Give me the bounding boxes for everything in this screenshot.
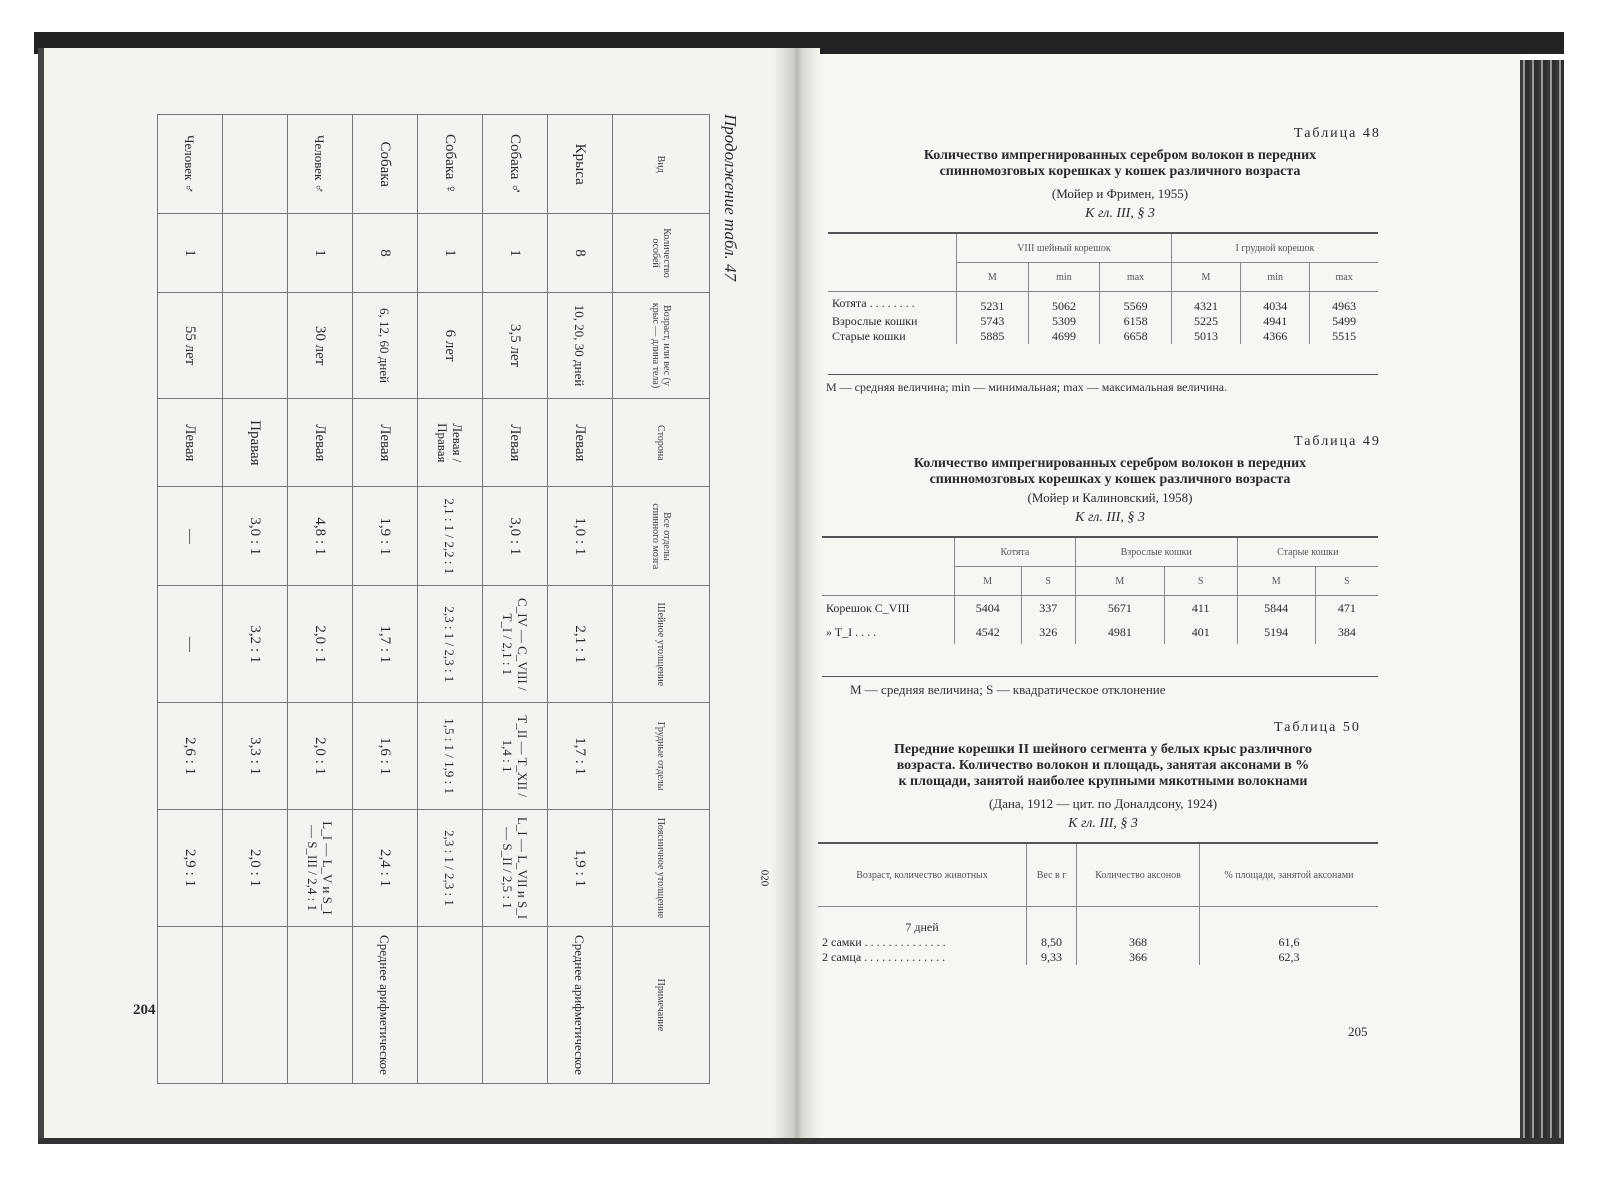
table-50-title-line-3: к площади, занятой наиболее крупными мякотными волокнами	[898, 774, 1308, 789]
table-47-cell-thoracic: 3,3 : 1	[223, 703, 288, 810]
table-47-cell-age: 3,5 лет	[483, 292, 548, 399]
table-47-cell-note	[483, 926, 548, 1083]
table-47-cell-all: 3,0 : 1	[223, 487, 288, 586]
table-48-source: (Мойер и Фримен, 1955)	[1051, 186, 1189, 201]
table-47-cell-thoracic: 2,0 : 1	[288, 703, 353, 810]
table-49-source: (Мойер и Калиновский, 1958)	[1027, 490, 1193, 505]
table-48-note: M — средняя величина; min — минимальная; max — максимальная величина.	[826, 380, 1228, 394]
table-49-col-header: S	[1315, 567, 1378, 596]
table-47-cell-lumbar: 1,9 : 1	[548, 810, 613, 927]
page-number-left: 204	[133, 1002, 156, 1018]
table-50-title-line-2: возраста. Количество волокон и площадь, занятая аксонами в %	[896, 758, 1310, 773]
table-49-cell: 5844	[1237, 596, 1315, 621]
table-48-cell: 5231	[957, 292, 1029, 315]
table-49-title-line-1: Количество импрегнированных серебром волокон в передних	[913, 456, 1307, 471]
table-47-cell-side: Левая	[353, 399, 418, 487]
table-row	[822, 596, 1378, 621]
table-48-stub-head	[828, 234, 957, 292]
table-47-header: Поясничное утолщение	[613, 810, 710, 927]
table-47-cell-thoracic: 1,6 : 1	[353, 703, 418, 810]
table-48-bottom-rule	[828, 374, 1378, 375]
table-48-cell: 6158	[1100, 314, 1172, 329]
table-47-cell-age	[223, 292, 288, 399]
table-47-cell-all: 3,0 : 1	[483, 487, 548, 586]
table-50-row-label: 2 самца . . . . . . . . . . . . . .	[822, 950, 946, 964]
table-49-cell: 326	[1021, 620, 1075, 644]
table-49-row-label: Корешок C_VIII	[826, 600, 910, 615]
table-47-cell-cervical: 2,1 : 1	[548, 586, 613, 703]
table-47-cell-lumbar: L_I — L_V и S_I — S_III / 2,4 : 1	[288, 810, 353, 927]
table-48-group-b: I грудной корешок	[1171, 234, 1378, 263]
table-row	[418, 115, 483, 1084]
table-50-label: Таблица 50	[1274, 720, 1361, 735]
table-49-cell: 5671	[1075, 596, 1164, 621]
table-row	[828, 292, 1378, 315]
table-47-header: Шейное утолщение	[613, 586, 710, 703]
table-48-cell: 5743	[957, 314, 1029, 329]
table-47-cell-side: Левая / Правая	[418, 399, 483, 487]
table-49-col-header: S	[1021, 567, 1075, 596]
table-49-col-header: M	[1075, 567, 1164, 596]
table-47-cell-side: Левая	[548, 399, 613, 487]
table-50-col-header: % площади, занятой аксонами	[1199, 844, 1378, 907]
page-number-right: 205	[1348, 1024, 1368, 1039]
table-47-cell-lumbar: 2,0 : 1	[223, 810, 288, 927]
table-50-cell: 8,50	[1027, 935, 1077, 950]
table-47-cell-thoracic: 1,5 : 1 / 1,9 : 1	[418, 703, 483, 810]
table-47-cell-count: 1	[158, 214, 223, 292]
table-49-stub-head	[822, 538, 955, 596]
table-49-row-label: » T_I . . . .	[826, 624, 877, 639]
table-47-cell-cervical: 3,2 : 1	[223, 586, 288, 703]
table-47-continuation	[157, 114, 710, 1084]
table-48-cell: 5515	[1310, 329, 1378, 344]
table-47-cell-species: Крыса	[548, 115, 613, 214]
table-47-cell-note	[288, 926, 353, 1083]
table-47-cell-thoracic: 2,6 : 1	[158, 703, 223, 810]
table-47-header: Количество особей	[613, 214, 710, 292]
table-50-title-line-1: Передние корешки II шейного сегмента у белых крыс различного	[893, 742, 1312, 757]
table-48-cell: 5225	[1171, 314, 1240, 329]
table-49-col-header: M	[955, 567, 1022, 596]
table-47-cell-lumbar: 2,4 : 1	[353, 810, 418, 927]
table-48-col-header: M	[1171, 263, 1240, 292]
table-49-title	[830, 456, 1390, 488]
table-row	[288, 115, 353, 1084]
table-47-cell-note	[158, 926, 223, 1083]
table-49-cell: 337	[1021, 596, 1075, 621]
gutter-number: 020	[758, 869, 771, 887]
table-47-cell-side: Левая	[483, 399, 548, 487]
table-47-cell-age: 6 лет	[418, 292, 483, 399]
table-47-cell-species: Собака ♀	[418, 115, 483, 214]
table-47-header: Сторона	[613, 399, 710, 487]
table-48-cell: 5013	[1171, 329, 1240, 344]
table-47-cell-all: 4,8 : 1	[288, 487, 353, 586]
table-47-cell-lumbar: 2,3 : 1 / 2,3 : 1	[418, 810, 483, 927]
table-47-cell-count: 1	[288, 214, 353, 292]
table-47-cell-count	[223, 214, 288, 292]
table-49-group-header: Взрослые кошки	[1075, 538, 1237, 567]
table-row	[483, 115, 548, 1084]
table-49-label: Таблица 49	[1294, 434, 1381, 449]
table-row	[828, 314, 1378, 329]
table-49-group-header: Старые кошки	[1237, 538, 1378, 567]
page-block-edge	[1520, 60, 1564, 1140]
table-48-col-header: M	[957, 263, 1029, 292]
table-row	[818, 935, 1378, 950]
table-47-cell-species: Человек ♂	[158, 115, 223, 214]
continuation-title: Продолжение табл. 47	[721, 114, 740, 282]
table-47-cell-count: 8	[353, 214, 418, 292]
table-49-cell: 5404	[955, 596, 1022, 621]
table-47-cell-note	[223, 926, 288, 1083]
table-47-cell-cervical: —	[158, 586, 223, 703]
table-50-col-header: Количество аксонов	[1077, 844, 1200, 907]
table-47-cell-species: Собака ♂	[483, 115, 548, 214]
table-row	[223, 115, 288, 1084]
table-47-cell-count: 1	[483, 214, 548, 292]
table-47-cell-side: Правая	[223, 399, 288, 487]
table-47-header: Возраст, или вес (у крыс — длина тела)	[613, 292, 710, 399]
table-47-cell-lumbar: 2,9 : 1	[158, 810, 223, 927]
table-47-cell-count: 1	[418, 214, 483, 292]
table-49-cell: 411	[1164, 596, 1237, 621]
table-48-title	[840, 148, 1400, 180]
table-49-cell: 384	[1315, 620, 1378, 644]
table-47-header: Вид	[613, 115, 710, 214]
table-50-ref: К гл. III, § 3	[1068, 816, 1138, 831]
table-47-cell-species: Человек ♂	[288, 115, 353, 214]
table-47-cell-note: Среднее арифметическое	[353, 926, 418, 1083]
table-48-row-label: Старые кошки	[832, 329, 906, 343]
table-47-header: Примечание	[613, 926, 710, 1083]
table-47-cell-all: 1,9 : 1	[353, 487, 418, 586]
table-49-cell: 4981	[1075, 620, 1164, 644]
table-47-cell-side: Левая	[288, 399, 353, 487]
table-49-col-header: S	[1164, 567, 1237, 596]
table-47-cell-lumbar: L_I — L_VII и S_I — S_II / 2,5 : 1	[483, 810, 548, 927]
table-48-group-a: VIII шейный корешок	[957, 234, 1172, 263]
table-48-row-label: Котята . . . . . . . .	[832, 295, 915, 310]
table-48-cell: 5062	[1028, 292, 1100, 315]
table-47-cell-side: Левая	[158, 399, 223, 487]
table-48-col-header: min	[1241, 263, 1310, 292]
table-47-cell-age: 6, 12, 60 дней	[353, 292, 418, 399]
table-48	[828, 234, 1378, 344]
table-row	[822, 620, 1378, 644]
table-47-cell-cervical: 1,7 : 1	[353, 586, 418, 703]
table-50-cell: 9,33	[1027, 950, 1077, 965]
table-48-row-label: Взрослые кошки	[832, 314, 918, 328]
table-49-cell: 471	[1315, 596, 1378, 621]
table-48-cell: 4034	[1241, 292, 1310, 315]
table-50-source: (Дана, 1912 — цит. по Доналдсону, 1924)	[988, 796, 1218, 811]
book-gutter	[772, 48, 820, 1140]
table-49-bottom-rule	[822, 676, 1378, 677]
table-47-cell-thoracic: 1,7 : 1	[548, 703, 613, 810]
table-47-cell-cervical: 2,3 : 1 / 2,3 : 1	[418, 586, 483, 703]
table-48-label: Таблица 48	[1294, 126, 1381, 141]
table-47-cell-note: Среднее арифметическое	[548, 926, 613, 1083]
table-47-cell-age: 30 лет	[288, 292, 353, 399]
table-47-cell-age: 10, 20, 30 дней	[548, 292, 613, 399]
table-48-cell: 5499	[1310, 314, 1378, 329]
table-47-cell-age: 55 лет	[158, 292, 223, 399]
table-47-cell-cervical: 2,0 : 1	[288, 586, 353, 703]
table-48-ref: К гл. III, § 3	[1085, 206, 1155, 221]
table-47-cell-count: 8	[548, 214, 613, 292]
table-48-cell: 4366	[1241, 329, 1310, 344]
table-47-cell-cervical: C_IV — C_VIII / T_I / 2,1 : 1	[483, 586, 548, 703]
table-49-note: M — средняя величина; S — квадратическое отклонение	[850, 682, 1166, 697]
table-row	[548, 115, 613, 1084]
table-49-col-header: M	[1237, 567, 1315, 596]
table-row	[818, 950, 1378, 965]
table-48-cell: 4321	[1171, 292, 1240, 315]
table-50-cell: 366	[1077, 950, 1200, 965]
left-rotated-table-block	[138, 114, 738, 1084]
table-50	[818, 844, 1378, 965]
table-48-cell: 5309	[1028, 314, 1100, 329]
table-49-ref: К гл. III, § 3	[1075, 510, 1145, 525]
table-50-cell: 61,6	[1199, 935, 1378, 950]
table-47-header: Грудные отделы	[613, 703, 710, 810]
table-48-cell: 6658	[1100, 329, 1172, 344]
table-50-group-row: 7 дней	[905, 920, 939, 934]
table-48-cell: 5885	[957, 329, 1029, 344]
table-50-title	[820, 742, 1386, 790]
table-49-title-line-2: спинномозговых корешках у кошек различного возраста	[929, 472, 1291, 487]
table-48-col-header: max	[1310, 263, 1378, 292]
table-48-title-line-1: Количество импрегнированных серебром волокон в передних	[923, 148, 1317, 163]
table-50-col-header: Возраст, количество животных	[818, 844, 1027, 907]
book-bottom-edge	[38, 1138, 1564, 1144]
table-48-cell: 4941	[1241, 314, 1310, 329]
table-47-header: Все отделы спинного мозга	[613, 487, 710, 586]
table-48-col-header: max	[1100, 263, 1172, 292]
table-47-cell-note	[418, 926, 483, 1083]
table-47-cell-all: 1,0 : 1	[548, 487, 613, 586]
table-48-title-line-2: спинномозговых корешках у кошек различного возраста	[939, 164, 1301, 179]
table-47-cell-all: —	[158, 487, 223, 586]
table-50-cell: 62,3	[1199, 950, 1378, 965]
table-49-cell: 4542	[955, 620, 1022, 644]
table-row	[353, 115, 418, 1084]
table-48-cell: 5569	[1100, 292, 1172, 315]
table-47-cell-thoracic: T_II — T_XII / 1,4 : 1	[483, 703, 548, 810]
table-row	[828, 329, 1378, 344]
table-49-cell: 401	[1164, 620, 1237, 644]
table-50-row-label: 2 самки . . . . . . . . . . . . . .	[822, 935, 946, 949]
table-49	[822, 538, 1378, 644]
table-48-col-header: min	[1028, 263, 1100, 292]
table-50-cell: 368	[1077, 935, 1200, 950]
table-row	[158, 115, 223, 1084]
table-47-cell-all: 2,1 : 1 / 2,2 : 1	[418, 487, 483, 586]
table-47-cell-species: Собака	[353, 115, 418, 214]
table-49-group-header: Котята	[955, 538, 1076, 567]
table-49-cell: 5194	[1237, 620, 1315, 644]
table-48-cell: 4963	[1310, 292, 1378, 315]
table-48-cell: 4699	[1028, 329, 1100, 344]
table-50-col-header: Вес в г	[1027, 844, 1077, 907]
table-47-cell-species	[223, 115, 288, 214]
